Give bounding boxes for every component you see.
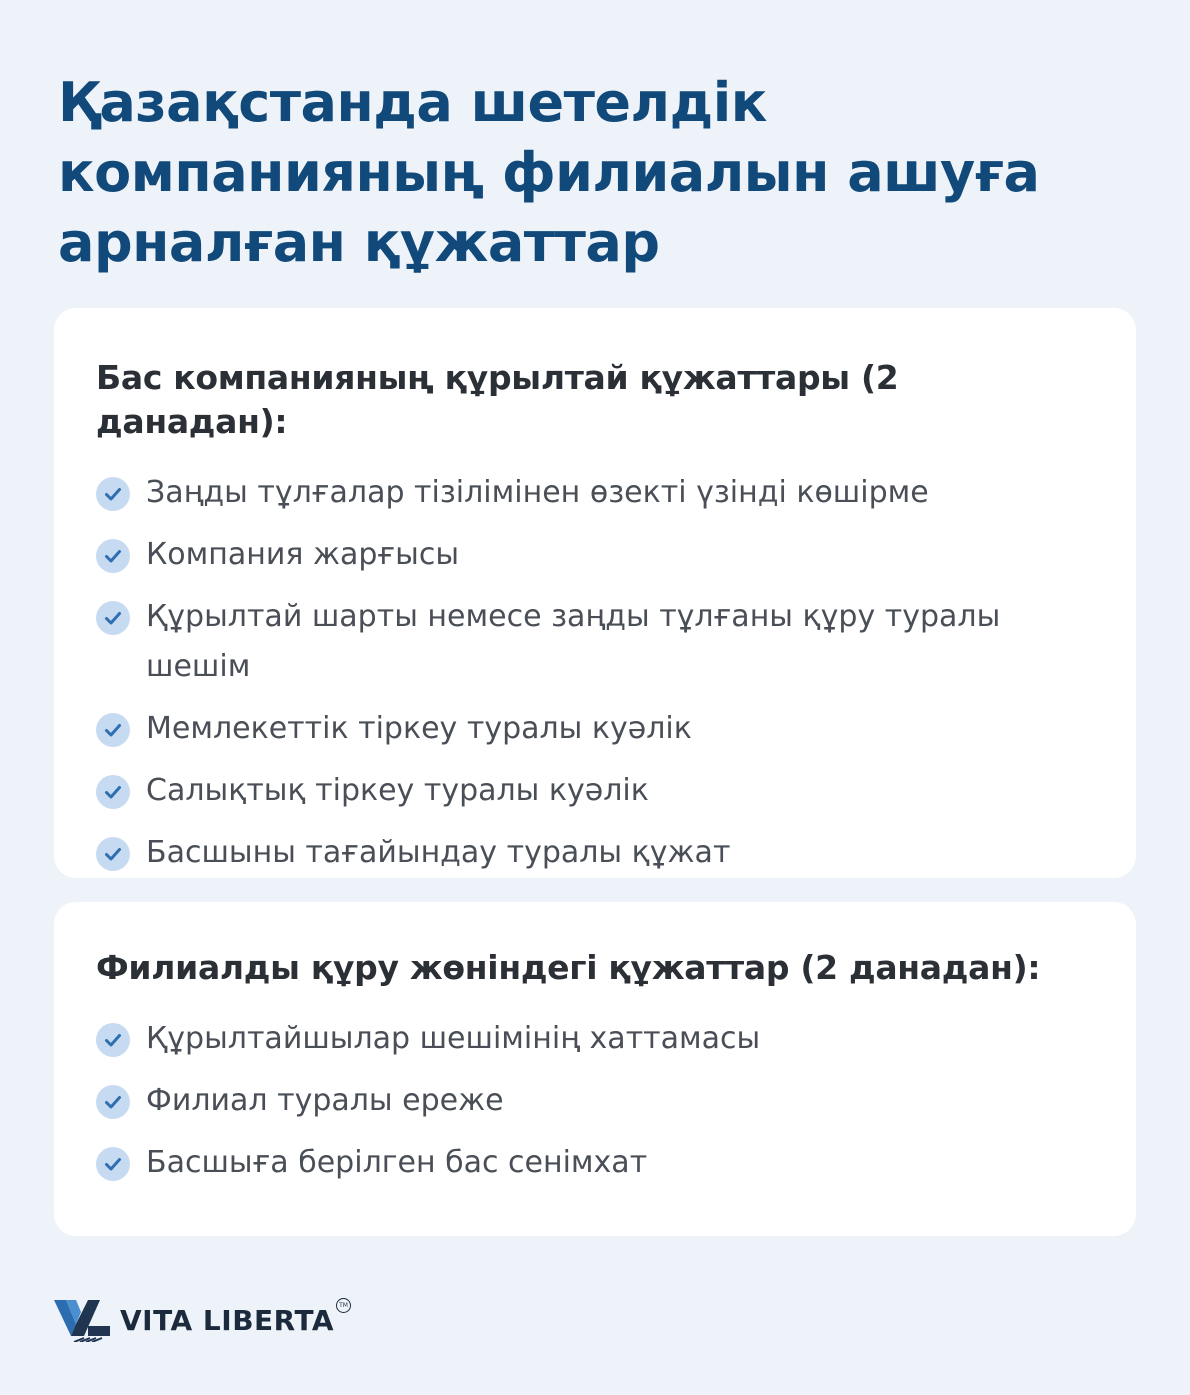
section-heading: Бас компанияның құрылтай құжаттары (2 данадан): xyxy=(96,358,899,441)
list-item xyxy=(96,1014,1096,1064)
check-icon xyxy=(96,477,130,511)
list-item xyxy=(96,592,1096,692)
document-list xyxy=(96,468,1096,878)
section-heading: Филиалды құру жөніндегі құжаттар (2 данадан): xyxy=(96,948,1041,987)
check-icon xyxy=(96,713,130,747)
list-item xyxy=(96,468,1096,518)
list-item xyxy=(96,766,1096,816)
list-item-text: Филиал туралы ереже xyxy=(146,1083,504,1118)
brand-name: VITA LIBERTA xyxy=(120,1303,335,1337)
list-item xyxy=(96,530,1096,580)
list-item-text: Салықтық тіркеу туралы куәлік xyxy=(146,773,649,808)
list-item xyxy=(96,828,1096,878)
list-item xyxy=(96,1138,1096,1188)
check-icon xyxy=(96,1085,130,1119)
list-item-text: Құрылтай шарты немесе заңды тұлғаны құру туралы шешім xyxy=(146,599,1001,684)
list-item-text: Заңды тұлғалар тізілімінен өзекті үзінді көшірме xyxy=(146,475,929,510)
check-icon xyxy=(96,1023,130,1057)
document-list xyxy=(96,1014,1096,1188)
list-item-text: Құрылтайшылар шешімінің хаттамасы xyxy=(146,1021,761,1056)
check-icon xyxy=(96,601,130,635)
check-icon xyxy=(96,775,130,809)
list-item-text: Мемлекеттік тіркеу туралы куәлік xyxy=(146,711,692,746)
check-icon xyxy=(96,1147,130,1181)
branch-documents-card xyxy=(54,902,1136,1236)
brand-logo xyxy=(54,1296,351,1344)
list-item-text: Басшыны тағайындау туралы құжат xyxy=(146,835,731,870)
founding-documents-card xyxy=(54,308,1136,878)
trademark-symbol: TM xyxy=(336,1298,351,1313)
list-item xyxy=(96,704,1096,754)
vita-liberta-logo-icon xyxy=(54,1298,110,1342)
list-item-text: Компания жарғысы xyxy=(146,537,460,572)
list-item xyxy=(96,1076,1096,1126)
check-icon xyxy=(96,539,130,573)
page-title: Қазақстанда шетелдік компанияның филиалын ашуға арналған құжаттар xyxy=(58,71,1040,274)
check-icon xyxy=(96,837,130,871)
list-item-text: Басшыға берілген бас сенімхат xyxy=(146,1145,648,1180)
